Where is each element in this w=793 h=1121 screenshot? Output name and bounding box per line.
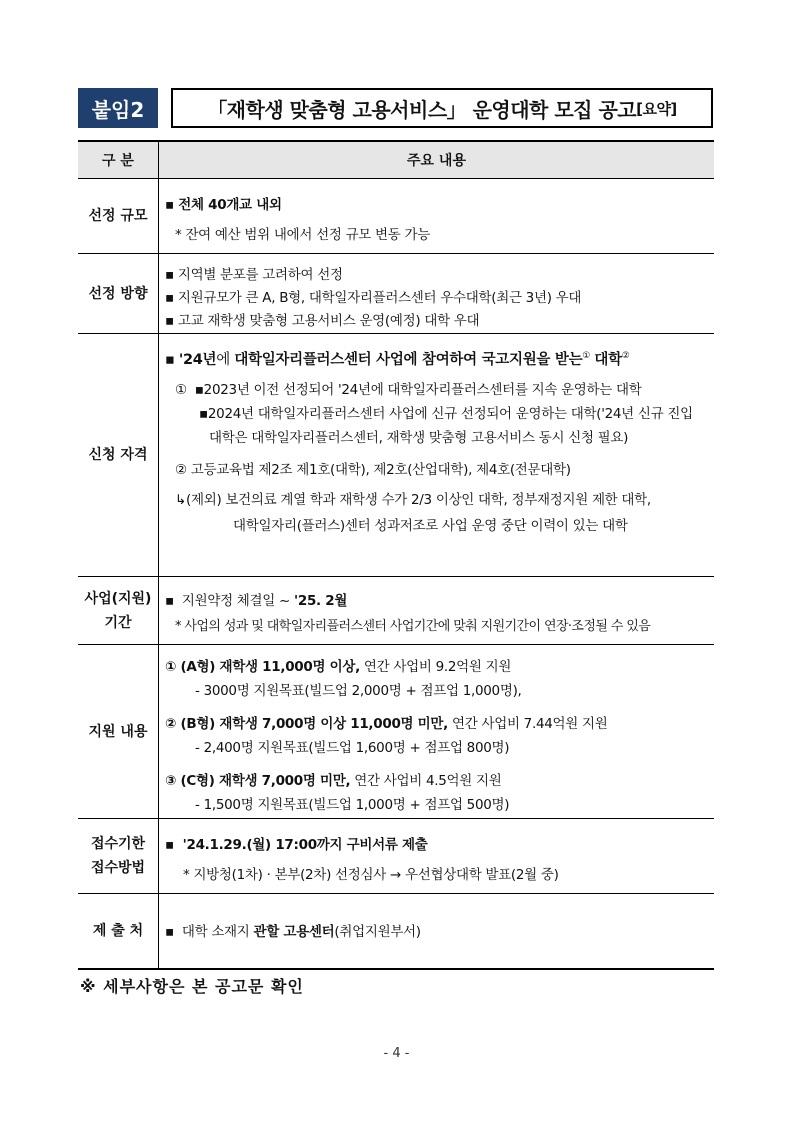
note-line: * 사업의 성과 및 대학일자리플러스센터 사업기간에 맞춰 지원기간이 연장·조정될 수 있음 — [175, 619, 651, 634]
table-row — [78, 577, 714, 645]
title-suffix: [요약] — [636, 99, 677, 118]
table-row — [78, 179, 714, 254]
row-content — [159, 334, 714, 576]
period-main: ▪ 지원약정 체결일 ~ '25. 2월 — [165, 593, 348, 609]
table-row — [78, 334, 714, 577]
header-category: 구 분 — [78, 142, 159, 178]
table-row — [78, 645, 714, 819]
table-row — [78, 894, 714, 970]
row-label: 선정 규모 — [78, 179, 159, 253]
note-line: * 잔여 예산 범위 내에서 선정 규모 변동 가능 — [175, 227, 430, 243]
row-label: 제 출 처 — [78, 894, 159, 968]
type-b: ② (B형) 재학생 7,000명 이상 11,000명 미만, 연간 사업비 7.44억원 지원 — [165, 716, 608, 732]
exclusion-line: 대학일자리(플러스)센터 성과저조로 사업 운영 중단 이력이 있는 대학 — [233, 518, 628, 534]
row-label: 지원 내용 — [78, 645, 159, 818]
row-label: 선정 방향 — [78, 254, 159, 333]
row-label: 신청 자격 — [78, 334, 159, 576]
deadline-main: ▪ '24.1.29.(월) 17:00까지 구비서류 제출 — [165, 837, 428, 853]
row-label: 접수기한 접수방법 — [78, 819, 159, 893]
header-content: 주요 내용 — [407, 153, 466, 169]
page-number: - 4 - — [383, 1046, 410, 1061]
table-header — [78, 140, 714, 179]
bullet-line: ▪ 지역별 분포를 고려하여 선정 — [165, 267, 343, 283]
row-content — [159, 645, 714, 818]
bullet-line: ▪ 지원규모가 큰 A, B형, 대학일자리플러스센터 우수대학(최근 3년) 우대 — [165, 290, 582, 306]
row-label: 사업(지원) 기간 — [78, 577, 159, 644]
row-content — [159, 819, 714, 893]
type-b-target: - 2,400명 지원목표(빌드업 1,600명 + 점프업 800명) — [195, 740, 510, 756]
footer-note: ※ 세부사항은 본 공고문 확인 — [80, 977, 304, 996]
criterion-1b-cont: 대학은 대학일자리플러스센터, 재학생 맞춤형 고용서비스 동시 신청 필요) — [209, 430, 629, 446]
criterion-1: ① ▪2023년 이전 선정되어 '24년에 대학일자리플러스센터를 지속 운영하는 대학 — [175, 382, 642, 398]
page-header — [78, 88, 677, 128]
bullet-line: ▪ 고교 재학생 맞춤형 고용서비스 운영(예정) 대학 우대 — [165, 313, 480, 329]
row-content — [159, 179, 714, 253]
row-content — [159, 894, 714, 968]
table-row — [78, 819, 714, 894]
table-row — [78, 254, 714, 334]
type-a: ① (A형) 재학생 11,000명 이상, 연간 사업비 9.2억원 지원 — [165, 659, 512, 675]
row-content — [159, 254, 714, 333]
criterion-1b: ▪2024년 대학일자리플러스센터 사업에 신규 선정되어 운영하는 대학('24년 신규 진입 — [199, 406, 693, 422]
submit-line: ▪ 대학 소재지 관할 고용센터(취업지원부서) — [165, 924, 421, 940]
attachment-badge: 붙임2 — [78, 88, 158, 128]
title-text: 「재학생 맞춤형 고용서비스」 운영대학 모집 공고 — [207, 97, 637, 122]
type-a-target: - 3000명 지원목표(빌드업 2,000명 + 점프업 1,000명), — [195, 683, 522, 699]
exclusion-line: ↳(제외) 보건의료 계열 학과 재학생 수가 2/3 이상인 대학, 정부재정지원 제한 대학, — [175, 492, 651, 508]
document-title — [171, 88, 713, 128]
type-c-target: - 1,500명 지원목표(빌드업 1,000명 + 점프업 500명) — [195, 797, 510, 813]
row-content — [159, 577, 714, 644]
bullet-line: ▪ 전체 40개교 내외 — [165, 197, 282, 213]
note-line: * 지방청(1차) · 본부(2차) 선정심사 → 우선협상대학 발표(2월 중) — [183, 867, 559, 883]
summary-table — [78, 140, 714, 970]
type-c: ③ (C형) 재학생 7,000명 미만, 연간 사업비 4.5억원 지원 — [165, 773, 502, 789]
eligibility-main: ▪ '24년에 대학일자리플러스센터 사업에 참여하여 국고지원을 받는① 대학② — [165, 351, 630, 368]
criterion-2: ② 고등교육법 제2조 제1호(대학), 제2호(산업대학), 제4호(전문대학) — [175, 462, 571, 478]
